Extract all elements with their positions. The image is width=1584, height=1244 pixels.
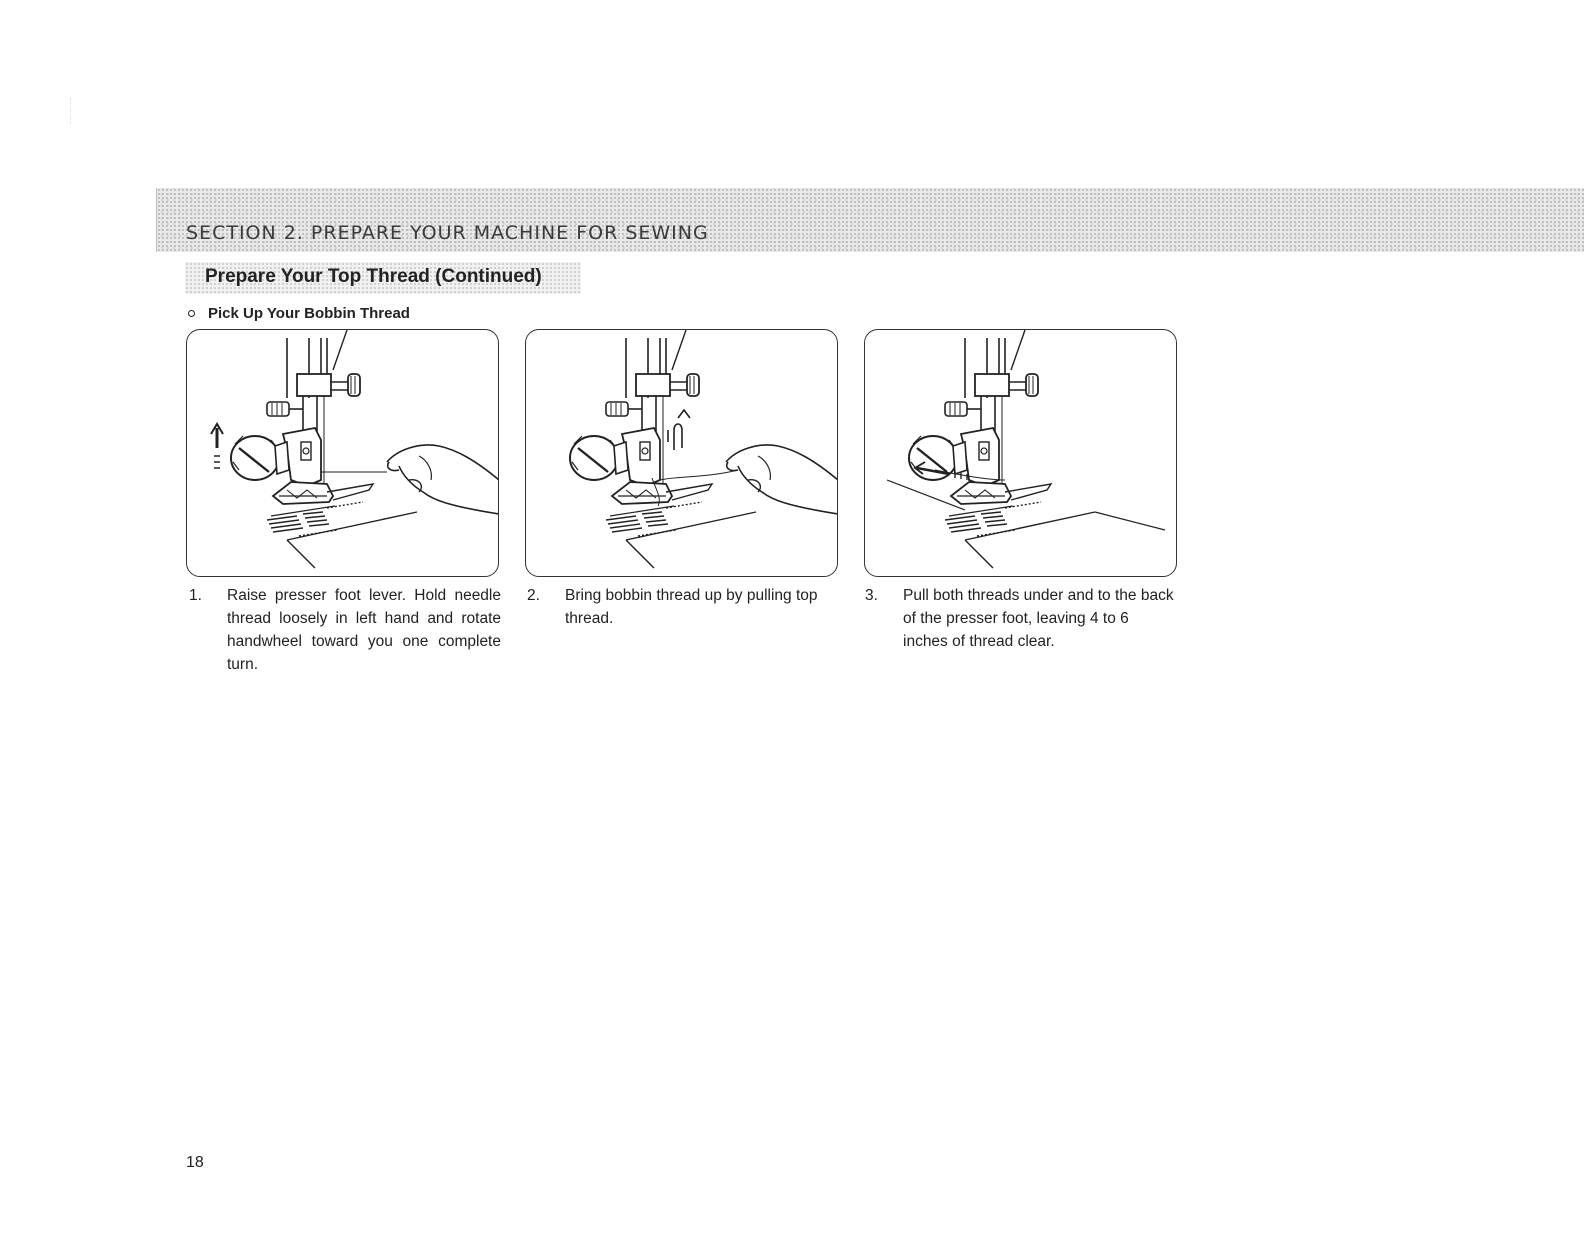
step-1-caption (189, 584, 501, 676)
section-title: SECTION 2. PREPARE YOUR MACHINE FOR SEWING (186, 222, 709, 244)
step-2-caption (527, 584, 839, 630)
illustration-step-2 (525, 329, 838, 577)
step-1-number: 1. (189, 587, 202, 604)
step-3-caption (865, 584, 1177, 653)
step-1-text: Raise presser foot lever. Hold needle thread loosely in left hand and rotate handwheel toward you one complete turn. (227, 587, 501, 673)
illustration-step-1 (186, 329, 499, 577)
illustration-step-3 (864, 329, 1177, 577)
step-2-number: 2. (527, 587, 540, 604)
topic-heading-text: Pick Up Your Bobbin Thread (208, 305, 410, 322)
bullet-icon (188, 310, 195, 317)
up-arrow-icon (211, 424, 223, 468)
step-3-number: 3. (865, 587, 878, 604)
scan-mark (70, 98, 79, 124)
sewing-machine-pull-threads-illustration (865, 330, 1176, 576)
sewing-machine-bobbin-thread-illustration (526, 330, 837, 576)
loop-arrow-icon (668, 410, 690, 450)
step-2-text: Bring bobbin thread up by pulling top thread. (565, 587, 818, 627)
page-number: 18 (186, 1154, 204, 1171)
sewing-machine-raise-foot-illustration (187, 330, 498, 576)
step-3-text: Pull both threads under and to the back of the presser foot, leaving 4 to 6 inches of thread clear. (903, 587, 1174, 650)
subsection-title: Prepare Your Top Thread (Continued) (205, 266, 542, 287)
topic-heading (188, 305, 410, 322)
